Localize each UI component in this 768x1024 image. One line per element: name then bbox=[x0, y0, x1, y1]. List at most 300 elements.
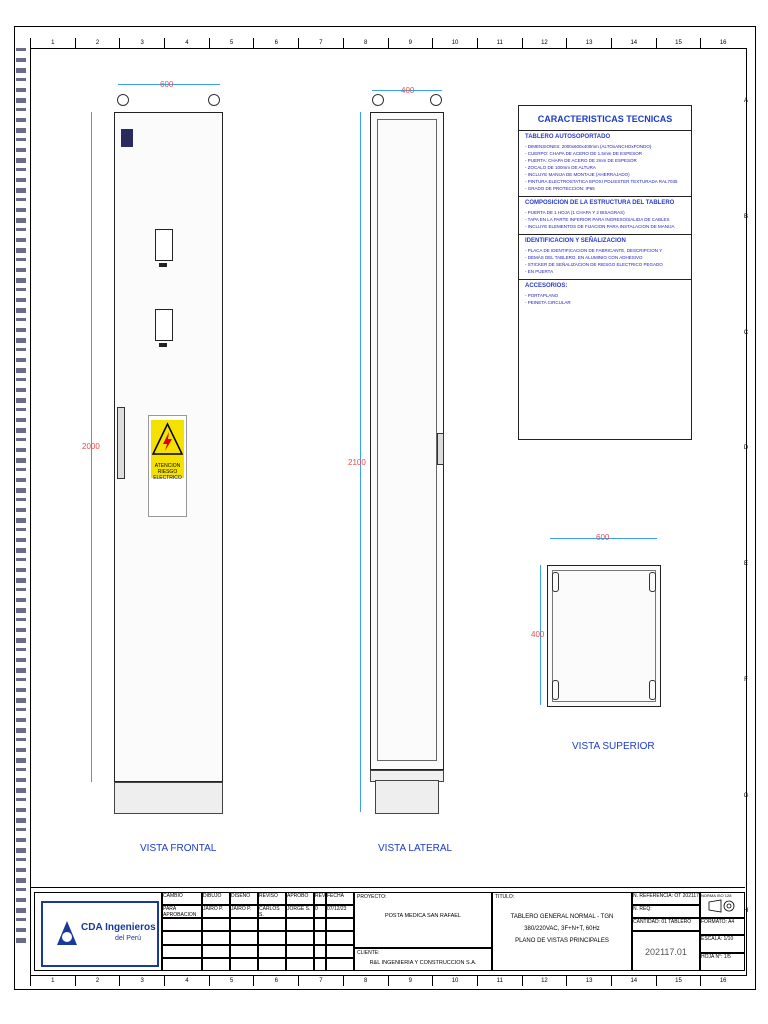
legend-stripe-mark bbox=[16, 648, 26, 651]
tech-item bbox=[525, 261, 685, 268]
legend-stripe-mark bbox=[16, 788, 26, 793]
rev-empty-cell bbox=[286, 918, 314, 931]
legend-stripe-mark bbox=[16, 898, 26, 902]
bullet-icon: - bbox=[525, 300, 528, 305]
legend-stripe-mark bbox=[16, 258, 26, 261]
rev-empty-cell bbox=[326, 931, 354, 944]
hoja-label: HOJA N°: bbox=[701, 954, 723, 960]
rev-value: PARA APROBACION bbox=[162, 905, 202, 918]
legend-stripe-mark bbox=[16, 498, 26, 501]
rev-value: CARLOS S. bbox=[258, 905, 286, 918]
rev-empty-cell bbox=[286, 945, 314, 958]
rev-empty-cell bbox=[258, 958, 286, 971]
legend-stripe-mark bbox=[16, 428, 26, 433]
legend-stripe-mark bbox=[16, 828, 26, 831]
nameplate-icon bbox=[121, 129, 133, 147]
rev-value: 07/12/23 bbox=[326, 905, 354, 918]
zone-number: 10 bbox=[432, 38, 477, 48]
zone-number: 14 bbox=[611, 976, 656, 986]
zone-number: 15 bbox=[656, 38, 701, 48]
zone-number: 15 bbox=[656, 976, 701, 986]
technical-characteristics-box bbox=[518, 105, 692, 440]
bullet-icon: - bbox=[525, 269, 528, 274]
zone-number: 2 bbox=[75, 38, 120, 48]
rev-header: APROBO bbox=[286, 892, 314, 905]
legend-stripe-mark bbox=[16, 58, 26, 62]
formato-cell bbox=[700, 918, 745, 935]
legend-stripe-mark bbox=[16, 168, 26, 171]
meter-window-1 bbox=[155, 229, 173, 261]
row-letter: H bbox=[743, 908, 749, 915]
legend-stripe-mark bbox=[16, 858, 26, 861]
bullet-icon: - bbox=[525, 210, 528, 215]
front-view-caption: VISTA FRONTAL bbox=[140, 843, 217, 854]
rev-empty-cell bbox=[326, 918, 354, 931]
lifting-eye-right bbox=[208, 94, 220, 106]
legend-stripe-mark bbox=[16, 268, 26, 272]
bullet-icon: - bbox=[525, 144, 528, 149]
legend-stripe-mark bbox=[16, 558, 26, 561]
side-view-caption: VISTA LATERAL bbox=[378, 843, 453, 854]
side-height-dim: 2100 bbox=[348, 458, 366, 467]
rev-value: JORGE S. bbox=[286, 905, 314, 918]
legend-stripe-mark bbox=[16, 158, 26, 163]
rev-value: 0 bbox=[314, 905, 326, 918]
zone-number: 11 bbox=[477, 38, 522, 48]
legend-stripe-mark bbox=[16, 448, 26, 452]
formato-label: FORMATO: bbox=[701, 919, 727, 925]
tech-section-heading: IDENTIFICACION Y SEÑALIZACION bbox=[525, 238, 626, 244]
drawing-number: 202117.01 bbox=[632, 931, 700, 971]
legend-stripe-mark bbox=[16, 148, 26, 152]
tech-section-heading: TABLERO AUTOSOPORTADO bbox=[525, 134, 611, 140]
legend-stripe-mark bbox=[16, 208, 26, 212]
tech-item-text: STICKER DE SEÑALIZACION DE RIESGO ELECTRICO PEGADO bbox=[527, 262, 663, 267]
zone-number: 8 bbox=[343, 38, 388, 48]
tech-section bbox=[519, 131, 691, 197]
legend-stripe-mark bbox=[16, 458, 26, 463]
rev-header: CAMBIO bbox=[162, 892, 202, 905]
tech-item-text: ZOCALO DE 100mm DE ALTURA bbox=[527, 165, 596, 170]
legend-stripe-mark bbox=[16, 288, 26, 291]
legend-stripe-mark bbox=[16, 908, 26, 913]
legend-stripe-mark bbox=[16, 768, 26, 771]
warning-background bbox=[151, 420, 184, 481]
cda-logo-icon bbox=[55, 919, 79, 947]
legend-stripe-mark bbox=[16, 508, 26, 512]
top-eye-2 bbox=[649, 572, 656, 592]
rev-empty-cell bbox=[326, 958, 354, 971]
bullet-icon: - bbox=[525, 217, 528, 222]
zone-number: 16 bbox=[700, 38, 745, 48]
rev-empty-cell bbox=[230, 945, 258, 958]
high-voltage-icon bbox=[151, 420, 184, 460]
tech-section bbox=[519, 280, 691, 310]
rev-empty-cell bbox=[314, 918, 326, 931]
top-eye-1 bbox=[552, 572, 559, 592]
rev-empty-cell bbox=[162, 945, 202, 958]
bullet-icon: - bbox=[525, 248, 528, 253]
logo-subtitle: del Perú bbox=[115, 935, 142, 942]
tech-item-text: CUERPO: CHAPA DE ACERO DE 1.5mm DE ESPESOR bbox=[527, 151, 642, 156]
tech-section-heading: COMPOSICION DE LA ESTRUCTURA DEL TABLERO bbox=[525, 200, 675, 206]
top-height-dim: 400 bbox=[531, 630, 545, 639]
top-inner-outline bbox=[552, 570, 656, 702]
tech-item-text: DIMENSIONES: 2000x600x400mm (ALTOxANCHOxFONDO) bbox=[527, 144, 652, 149]
legend-stripe-mark bbox=[16, 418, 26, 422]
tech-item-text: PINTURA ELECTROSTATICA EPOXI POLIESTER TEXTURADA RAL7035 bbox=[527, 179, 678, 184]
escala-value: 1/10 bbox=[723, 936, 734, 942]
rev-empty-cell bbox=[326, 945, 354, 958]
side-lifting-eye-left bbox=[372, 94, 384, 106]
proyecto-cell bbox=[354, 892, 492, 948]
top-cabinet bbox=[547, 565, 661, 707]
legend-stripe-mark bbox=[16, 368, 26, 373]
hoja-value: 1/5 bbox=[723, 954, 731, 960]
bullet-icon: - bbox=[525, 186, 528, 191]
rev-header: REVISO bbox=[258, 892, 286, 905]
legend-stripe-mark bbox=[16, 358, 26, 362]
side-plinth bbox=[375, 780, 439, 814]
legend-stripe-mark bbox=[16, 698, 26, 703]
legend-stripe-mark bbox=[16, 278, 26, 283]
legend-stripe-mark bbox=[16, 868, 26, 872]
side-cabinet bbox=[370, 112, 444, 770]
rev-empty-cell bbox=[258, 918, 286, 931]
legend-stripe-mark bbox=[16, 488, 26, 493]
zone-number: 11 bbox=[477, 976, 522, 986]
proyecto-value: POSTA MEDICA SAN RAFAEL bbox=[384, 913, 461, 919]
legend-stripe-mark bbox=[16, 198, 26, 201]
bullet-icon: - bbox=[525, 158, 528, 163]
legend-stripe-mark bbox=[16, 708, 26, 711]
rev-empty-cell bbox=[162, 931, 202, 944]
legend-stripe-mark bbox=[16, 838, 26, 842]
tech-item-text: PORTAPLANO bbox=[527, 293, 559, 298]
legend-stripe-mark bbox=[16, 918, 26, 921]
bullet-icon: - bbox=[525, 172, 528, 177]
lifting-eye-left bbox=[117, 94, 129, 106]
legend-stripe-mark bbox=[16, 778, 26, 782]
ref-label: N. REFERENCIA: bbox=[633, 893, 674, 899]
rev-empty-cell bbox=[202, 958, 230, 971]
warning-text: ATENCION RIESGO ELECTRICO bbox=[153, 463, 182, 481]
zone-number: 4 bbox=[164, 38, 209, 48]
title-block bbox=[30, 887, 745, 975]
cantidad-value: 01 TABLERO bbox=[661, 919, 692, 925]
zone-number: 4 bbox=[164, 976, 209, 986]
ref-cell bbox=[632, 892, 700, 905]
logo-name: CDA Ingenieros bbox=[81, 922, 156, 933]
top-width-dim: 600 bbox=[596, 533, 610, 542]
door-handle bbox=[117, 407, 125, 479]
zone-number: 7 bbox=[298, 38, 343, 48]
zone-number: 14 bbox=[611, 38, 656, 48]
tech-item bbox=[525, 185, 685, 192]
logo-frame bbox=[41, 901, 159, 967]
ref-value: OT 202117 bbox=[674, 893, 699, 899]
legend-stripe-mark bbox=[16, 398, 26, 403]
legend-stripe-mark bbox=[16, 348, 26, 351]
legend-stripe-mark bbox=[16, 608, 26, 613]
tech-item-text: INCLUYE MANIJA DE MONTAJE (AHERRAJADO) bbox=[527, 172, 630, 177]
tech-item bbox=[525, 216, 685, 223]
legend-stripe-mark bbox=[16, 748, 26, 752]
bullet-icon: - bbox=[525, 293, 528, 298]
projection-symbol-icon bbox=[707, 898, 737, 914]
cantidad-cell bbox=[632, 918, 700, 931]
tech-box-title: CARACTERISTICAS TECNICAS bbox=[519, 106, 691, 131]
bullet-icon: - bbox=[525, 151, 528, 156]
rev-empty-cell bbox=[230, 958, 258, 971]
cantidad-label: CANTIDAD: bbox=[633, 919, 660, 925]
titulo-cell bbox=[492, 892, 632, 971]
legend-stripe-mark bbox=[16, 578, 26, 583]
legend-stripe-mark bbox=[16, 518, 26, 523]
tech-item bbox=[525, 209, 685, 216]
left-legend-band bbox=[14, 48, 28, 968]
bullet-icon: - bbox=[525, 179, 528, 184]
row-letter: D bbox=[743, 445, 749, 452]
titulo-line: 380/220VAC, 3F+N+T, 60Hz bbox=[524, 926, 600, 932]
legend-stripe-mark bbox=[16, 528, 26, 531]
side-width-dim: 400 bbox=[401, 86, 415, 95]
bullet-icon: - bbox=[525, 255, 528, 260]
legend-stripe-mark bbox=[16, 738, 26, 741]
legend-stripe-mark bbox=[16, 188, 26, 193]
top-view-caption: VISTA SUPERIOR bbox=[572, 741, 655, 752]
tech-item bbox=[525, 299, 685, 306]
cliente-value: R&L INGENIERIA Y CONSTRUCCION S.A. bbox=[369, 960, 477, 966]
rev-empty-cell bbox=[162, 918, 202, 931]
legend-stripe-mark bbox=[16, 808, 26, 812]
zone-ruler-bottom bbox=[30, 976, 745, 986]
legend-stripe-mark bbox=[16, 228, 26, 231]
zone-number: 5 bbox=[209, 976, 254, 986]
rev-empty-cell bbox=[162, 958, 202, 971]
norma-label: NORMA ISO 128 bbox=[701, 893, 732, 898]
titulo-label: TITULO: bbox=[495, 894, 515, 900]
tech-item bbox=[525, 178, 685, 185]
zone-number: 9 bbox=[388, 38, 433, 48]
rev-empty-cell bbox=[230, 931, 258, 944]
formato-value: A4 bbox=[728, 919, 735, 925]
tech-item-text: TAPA EN LA PARTE INFERIOR PARA INGRESO/SALIDA DE CABLES bbox=[527, 217, 670, 222]
side-handle bbox=[437, 433, 444, 465]
legend-stripe-mark bbox=[16, 718, 26, 722]
cliente-cell bbox=[354, 948, 492, 971]
tech-item bbox=[525, 157, 685, 164]
escala-label: ESCALA: bbox=[701, 936, 723, 942]
tech-item-text: INCLUYE ELEMENTOS DE FIJACION PARA INSTALACION DE MANIJA bbox=[527, 224, 675, 229]
zone-number: 10 bbox=[432, 976, 477, 986]
row-letter: F bbox=[744, 676, 748, 683]
legend-stripe-mark bbox=[16, 818, 26, 823]
zone-number: 13 bbox=[566, 38, 611, 48]
cliente-label: CLIENTE: bbox=[357, 950, 380, 956]
front-width-dim: 600 bbox=[160, 80, 174, 89]
zone-number: 6 bbox=[253, 38, 298, 48]
legend-stripe-mark bbox=[16, 378, 26, 381]
zone-ruler-top bbox=[30, 38, 745, 48]
legend-stripe-mark bbox=[16, 888, 26, 891]
tech-section bbox=[519, 197, 691, 235]
rev-header: FECHA bbox=[326, 892, 354, 905]
zone-number: 1 bbox=[30, 976, 75, 986]
legend-stripe-mark bbox=[16, 538, 26, 542]
legend-stripe-mark bbox=[16, 338, 26, 343]
side-panel bbox=[377, 119, 437, 761]
tech-section bbox=[519, 235, 691, 280]
legend-stripe-mark bbox=[16, 48, 26, 51]
rev-value: JAIRO P. bbox=[230, 905, 258, 918]
zone-number: 8 bbox=[343, 976, 388, 986]
tech-item-text: PEINETA CIRCULAR bbox=[527, 300, 571, 305]
tech-item bbox=[525, 143, 685, 150]
tech-item bbox=[525, 247, 685, 254]
tech-item bbox=[525, 171, 685, 178]
legend-stripe-mark bbox=[16, 848, 26, 853]
legend-stripe-mark bbox=[16, 688, 26, 692]
zone-number: 12 bbox=[522, 38, 567, 48]
rev-header: DIBUJO bbox=[202, 892, 230, 905]
tech-item bbox=[525, 292, 685, 299]
row-letter: A bbox=[743, 98, 748, 104]
tech-item bbox=[525, 150, 685, 157]
legend-stripe-mark bbox=[16, 118, 26, 122]
legend-stripe-mark bbox=[16, 618, 26, 621]
tech-item-text: PLACA DE IDENTIFICACION DE FABRICANTE, DESCRIPCION Y bbox=[527, 248, 663, 253]
hoja-cell bbox=[700, 953, 745, 971]
row-letter: C bbox=[743, 329, 749, 336]
rev-empty-cell bbox=[314, 958, 326, 971]
legend-stripe-mark bbox=[16, 388, 26, 392]
titulo-line: PLANO DE VISTAS PRINCIPALES bbox=[515, 938, 609, 944]
warning-sign bbox=[148, 415, 187, 517]
legend-stripe-mark bbox=[16, 248, 26, 253]
zone-number: 1 bbox=[30, 38, 75, 48]
legend-stripe-mark bbox=[16, 108, 26, 111]
tech-item-text: GRADO DE PROTECCION: IP65 bbox=[527, 186, 595, 191]
rev-empty-cell bbox=[286, 931, 314, 944]
legend-stripe-mark bbox=[16, 88, 26, 92]
legend-stripe-mark bbox=[16, 548, 26, 553]
legend-stripe-mark bbox=[16, 478, 26, 482]
top-eye-4 bbox=[649, 680, 656, 700]
rev-empty-cell bbox=[258, 945, 286, 958]
legend-stripe-mark bbox=[16, 238, 26, 242]
legend-stripe-mark bbox=[16, 758, 26, 763]
legend-stripe-mark bbox=[16, 798, 26, 801]
rev-empty-cell bbox=[230, 918, 258, 931]
zone-number: 12 bbox=[522, 976, 567, 986]
legend-stripe-mark bbox=[16, 98, 26, 103]
legend-stripe-mark bbox=[16, 668, 26, 673]
zone-number: 6 bbox=[253, 976, 298, 986]
tech-item bbox=[525, 164, 685, 171]
legend-stripe-mark bbox=[16, 638, 26, 643]
front-plinth bbox=[114, 782, 223, 814]
req-cell bbox=[632, 905, 700, 918]
legend-stripe-mark bbox=[16, 308, 26, 313]
rev-value: JAIRO P. bbox=[202, 905, 230, 918]
legend-stripe-mark bbox=[16, 318, 26, 321]
row-letter: E bbox=[743, 561, 748, 567]
tech-section-heading: ACCESORIOS: bbox=[525, 283, 568, 289]
legend-stripe-mark bbox=[16, 678, 26, 681]
legend-stripe-mark bbox=[16, 628, 26, 632]
zone-number: 9 bbox=[388, 976, 433, 986]
legend-stripe-mark bbox=[16, 468, 26, 471]
legend-stripe-mark bbox=[16, 218, 26, 223]
bullet-icon: - bbox=[525, 165, 528, 170]
row-letter: B bbox=[743, 213, 748, 220]
legend-stripe-mark bbox=[16, 878, 26, 883]
zone-number: 16 bbox=[700, 976, 745, 986]
zone-number: 5 bbox=[209, 38, 254, 48]
legend-stripe-mark bbox=[16, 328, 26, 332]
rev-empty-cell bbox=[202, 918, 230, 931]
legend-stripe-mark bbox=[16, 568, 26, 572]
rev-empty-cell bbox=[314, 931, 326, 944]
bullet-icon: - bbox=[525, 224, 528, 229]
rev-header: REV bbox=[314, 892, 326, 905]
logo-cell bbox=[34, 892, 162, 971]
req-label: N. REQ: bbox=[633, 906, 652, 912]
titulo-line: TABLERO GENERAL NORMAL - TGN bbox=[510, 914, 614, 920]
front-height-dim: 2000 bbox=[82, 442, 100, 451]
legend-stripe-mark bbox=[16, 728, 26, 733]
rev-empty-cell bbox=[286, 958, 314, 971]
proyecto-label: PROYECTO: bbox=[357, 894, 387, 900]
top-eye-3 bbox=[552, 680, 559, 700]
tech-item bbox=[525, 223, 685, 230]
front-cabinet bbox=[114, 112, 223, 782]
tech-item-text: DEMÁS DEL TABLERO, EN ALUMINIO CON ADHESIVO bbox=[527, 255, 643, 260]
rev-empty-cell bbox=[202, 945, 230, 958]
meter-window-2 bbox=[155, 309, 173, 341]
legend-stripe-mark bbox=[16, 298, 26, 302]
rev-empty-cell bbox=[202, 931, 230, 944]
tech-item bbox=[525, 254, 685, 261]
zone-number: 3 bbox=[119, 976, 164, 986]
rev-header: DISEÑO bbox=[230, 892, 258, 905]
selector-2 bbox=[159, 343, 167, 347]
legend-stripe-mark bbox=[16, 68, 26, 73]
rev-empty-cell bbox=[314, 945, 326, 958]
legend-stripe-mark bbox=[16, 928, 26, 932]
tech-item-text: PUERTA: CHAPA DE ACERO DE 2mm DE ESPESOR bbox=[527, 158, 637, 163]
legend-stripe-mark bbox=[16, 408, 26, 411]
zone-number: 2 bbox=[75, 976, 120, 986]
legend-stripe-mark bbox=[16, 588, 26, 591]
escala-cell bbox=[700, 935, 745, 953]
row-letter: G bbox=[743, 792, 749, 799]
legend-stripe-mark bbox=[16, 138, 26, 141]
legend-stripe-mark bbox=[16, 128, 26, 133]
zone-number: 7 bbox=[298, 976, 343, 986]
side-lifting-eye-right bbox=[430, 94, 442, 106]
rev-empty-cell bbox=[258, 931, 286, 944]
legend-stripe-mark bbox=[16, 438, 26, 441]
zone-number: 3 bbox=[119, 38, 164, 48]
bullet-icon: - bbox=[525, 262, 528, 267]
legend-stripe-mark bbox=[16, 658, 26, 662]
tech-item-text: EN PUERTA bbox=[527, 269, 554, 274]
legend-stripe-mark bbox=[16, 938, 26, 943]
tech-item-text: PUERTA DE 1 HOJA (1 CHAPA Y 2 BISAGRAS) bbox=[527, 210, 625, 215]
selector-1 bbox=[159, 263, 167, 267]
